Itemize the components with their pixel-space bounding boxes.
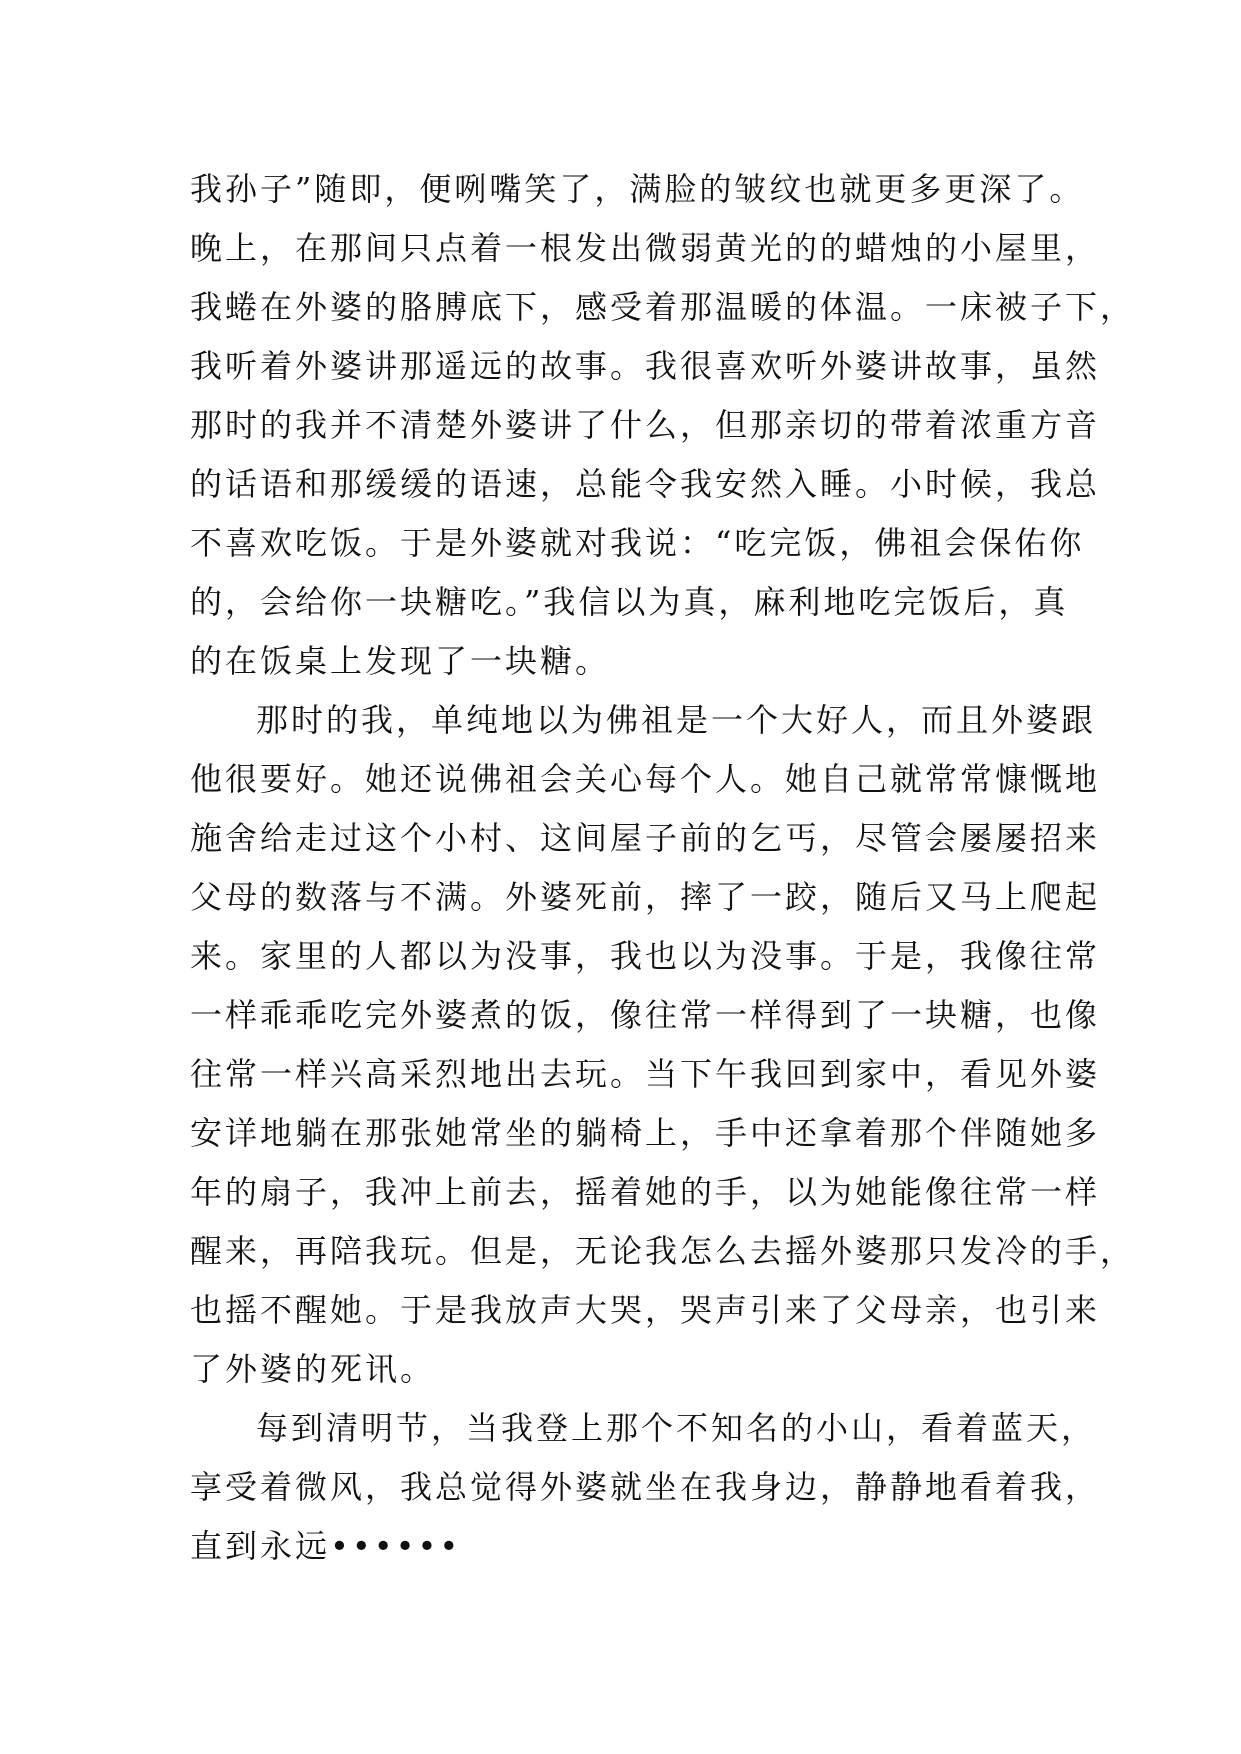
text-line: 享受着微风，我总觉得外婆就坐在我身边，静静地看着我， [190, 1468, 1101, 1506]
paragraph-2 [190, 691, 1136, 1399]
text-line: 每到清明节，当我登上那个不知名的小山，看着蓝天， [256, 1409, 1097, 1447]
text-line: 我听着外婆讲那遥远的故事。我很喜欢听外婆讲故事，虽然 [190, 347, 1101, 385]
paragraph-3 [190, 1399, 1101, 1576]
text-line: 安详地躺在那张她常坐的躺椅上，手中还拿着那个伴随她多 [190, 1114, 1101, 1152]
text-line: 的在饭桌上发现了一块糖。 [190, 642, 611, 680]
text-line: 也摇不醒她。于是我放声大哭，哭声引来了父母亲，也引来 [190, 1291, 1101, 1329]
text-line: 不喜欢吃饭。于是外婆就对我说：“吃完饭，佛祖会保佑你 [190, 524, 1085, 562]
text-line: 往常一样兴高采烈地出去玩。当下午我回到家中，看见外婆 [190, 1055, 1101, 1093]
text-line: 晚上，在那间只点着一根发出微弱黄光的的蜡烛的小屋里， [190, 229, 1101, 267]
text-line: 我孙子”随即，便咧嘴笑了，满脸的皱纹也就更多更深了。 [190, 170, 1085, 208]
document-page [190, 160, 1136, 1576]
text-line: 他很要好。她还说佛祖会关心每个人。她自己就常常慷慨地 [190, 760, 1101, 798]
text-line: 的，会给你一块糖吃。”我信以为真，麻利地吃完饭后，真 [190, 583, 1069, 621]
text-line: 那时的我并不清楚外婆讲了什么，但那亲切的带着浓重方音 [190, 406, 1101, 444]
text-line: 年的扇子，我冲上前去，摇着她的手，以为她能像往常一样 [190, 1173, 1101, 1211]
text-line: 施舍给走过这个小村、这间屋子前的乞丐，尽管会屡屡招来 [190, 819, 1101, 857]
text-line: 一样乖乖吃完外婆煮的饭，像往常一样得到了一块糖，也像 [190, 996, 1101, 1034]
text-line: 父母的数落与不满。外婆死前，摔了一跤，随后又马上爬起 [190, 878, 1101, 916]
text-line: 了外婆的死讯。 [190, 1350, 436, 1388]
text-line: 直到永远•••••• [190, 1527, 462, 1565]
text-line: 醒来，再陪我玩。但是，无论我怎么去摇外婆那只发冷的手， [190, 1232, 1136, 1270]
text-line: 的话语和那缓缓的语速，总能令我安然入睡。小时候，我总 [190, 465, 1101, 503]
text-line: 那时的我，单纯地以为佛祖是一个大好人，而且外婆跟 [256, 701, 1097, 739]
text-line: 来。家里的人都以为没事，我也以为没事。于是，我像往常 [190, 937, 1101, 975]
text-line: 我蜷在外婆的胳膊底下，感受着那温暖的体温。一床被子下， [190, 288, 1136, 326]
paragraph-1 [190, 160, 1136, 691]
